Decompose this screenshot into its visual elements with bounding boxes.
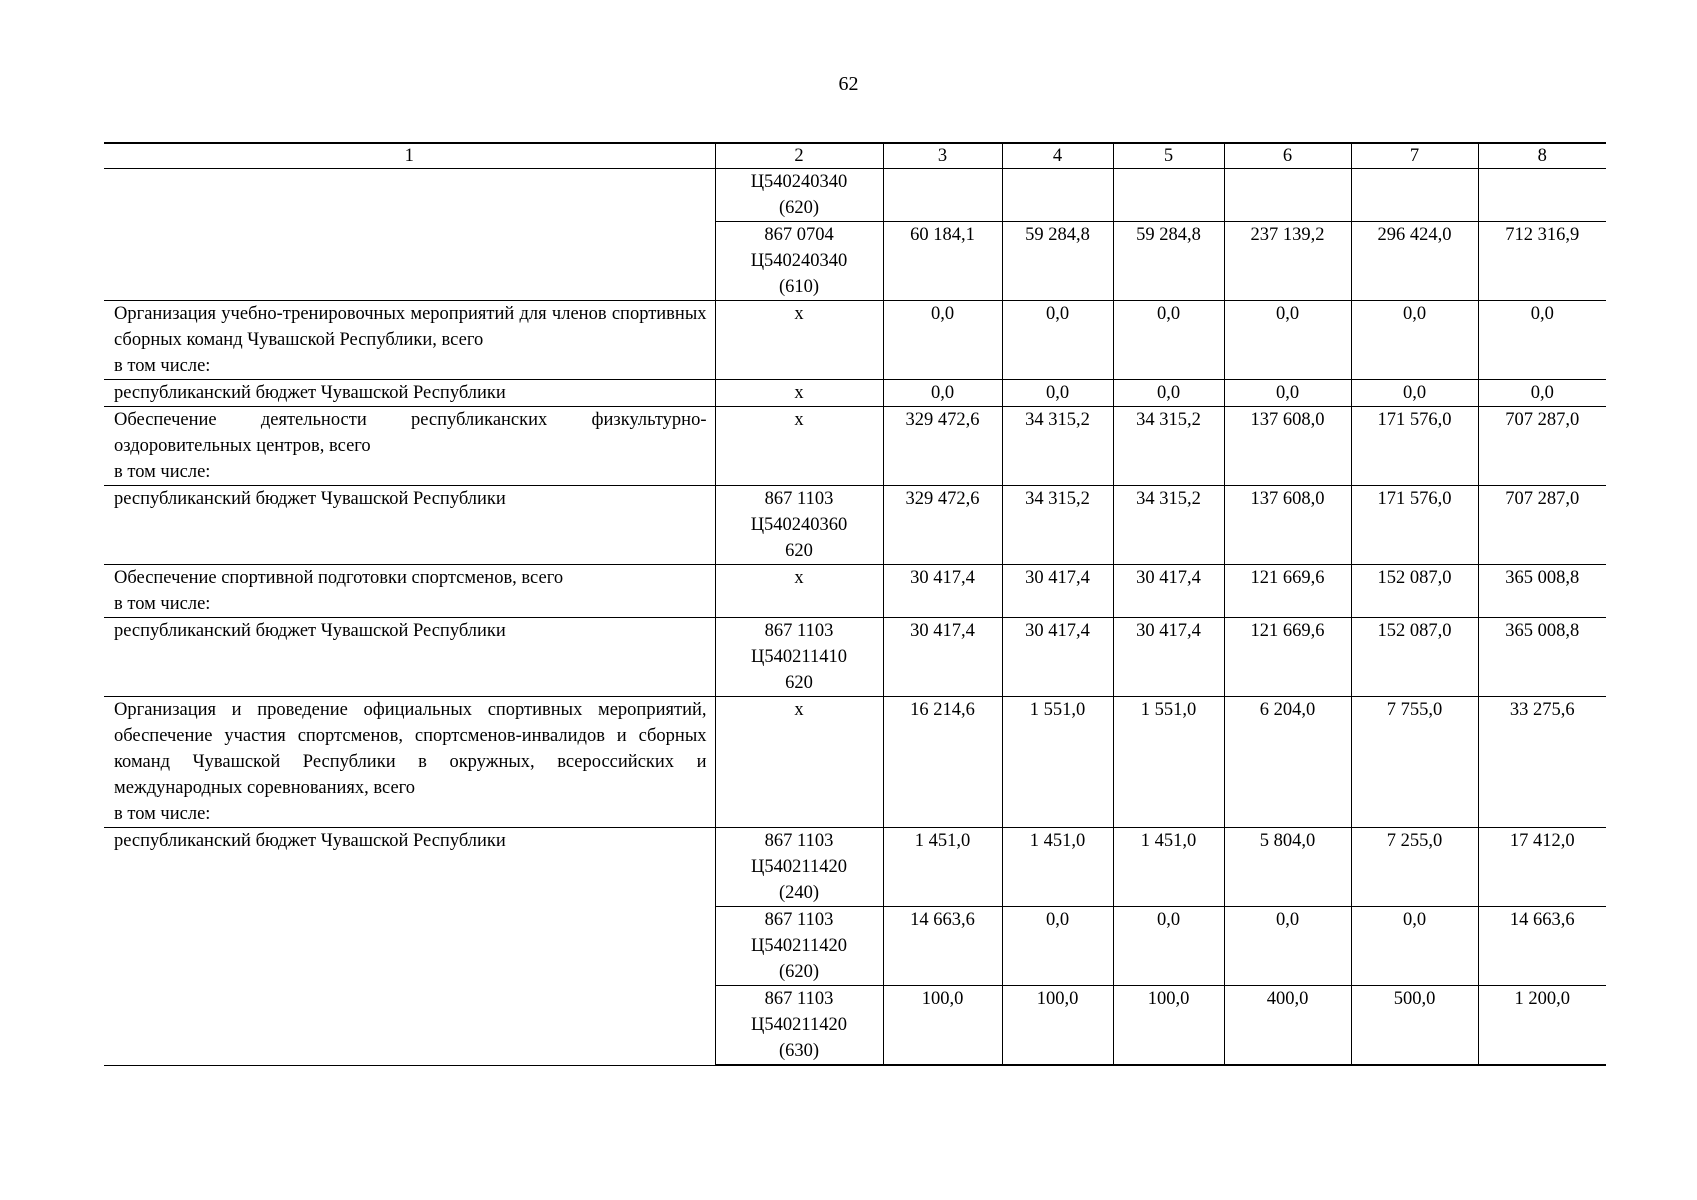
description-line: республиканский бюджет Чувашской Республики [114,489,506,509]
code-line: Ц540211420 [751,936,847,956]
amount-cell: 712 316,9 [1478,222,1606,301]
amount-cell: 152 087,0 [1351,618,1478,697]
amount-cell: 0,0 [1351,301,1478,380]
amount-cell: 1 451,0 [883,828,1002,907]
column-header: 5 [1113,143,1224,169]
row-description [104,407,715,486]
code-line: 867 0704 [764,225,834,245]
code-line: 867 1103 [764,910,834,930]
budget-code [715,828,883,907]
amount-cell: 7 755,0 [1351,697,1478,828]
amount-cell: 0,0 [1351,907,1478,986]
code-line: 620 [785,541,813,561]
amount-cell: 14 663,6 [1478,907,1606,986]
amount-cell: 30 417,4 [1113,618,1224,697]
amount-cell: 59 284,8 [1002,222,1113,301]
code-line: (610) [778,277,820,297]
budget-code [715,407,883,486]
amount-cell: 707 287,0 [1478,486,1606,565]
column-header: 2 [715,143,883,169]
code-line: Ц540211410 [751,647,847,667]
amount-cell: 0,0 [1002,301,1113,380]
amount-cell: 0,0 [1224,380,1351,407]
amount-cell: 34 315,2 [1002,407,1113,486]
budget-code [715,380,883,407]
table-row [104,169,1606,222]
amount-cell: 365 008,8 [1478,618,1606,697]
amount-cell: 100,0 [883,986,1002,1066]
amount-cell: 100,0 [1113,986,1224,1066]
description-line: Организация и проведение официальных спортивных мероприятий, обеспечение участия спортсменов, спортсменов-инвалидов и сборных команд Чувашской Республики в окружных, всероссийских и международных соревнованиях, всего [114,700,707,798]
amount-cell: 30 417,4 [883,618,1002,697]
amount-cell: 60 184,1 [883,222,1002,301]
amount-cell: 1 451,0 [1002,828,1113,907]
amount-cell: 1 451,0 [1113,828,1224,907]
amount-cell: 365 008,8 [1478,565,1606,618]
code-line: х [794,304,804,324]
amount-cell: 137 608,0 [1224,407,1351,486]
amount-cell [883,169,1002,222]
amount-cell: 0,0 [883,301,1002,380]
amount-cell: 1 551,0 [1113,697,1224,828]
code-line: (240) [778,883,820,903]
row-description [104,380,715,407]
amount-cell: 121 669,6 [1224,618,1351,697]
amount-cell: 0,0 [1224,907,1351,986]
code-line: х [794,568,804,588]
amount-cell: 237 139,2 [1224,222,1351,301]
table-row [104,565,1606,618]
amount-cell [1478,169,1606,222]
amount-cell: 6 204,0 [1224,697,1351,828]
code-line: х [794,700,804,720]
amount-cell: 14 663,6 [883,907,1002,986]
amount-cell: 500,0 [1351,986,1478,1066]
description-line: в том числе: [114,462,211,482]
code-line: 867 1103 [764,831,834,851]
code-line: 620 [785,673,813,693]
amount-cell: 30 417,4 [1113,565,1224,618]
amount-cell: 7 255,0 [1351,828,1478,907]
budget-code [715,697,883,828]
page-number: 62 [838,73,859,95]
amount-cell: 0,0 [1002,907,1113,986]
table-row [104,618,1606,697]
code-line: х [794,383,804,403]
amount-cell: 0,0 [1224,301,1351,380]
row-description [104,169,715,301]
code-line: Ц540240340 [750,251,848,271]
row-description [104,697,715,828]
amount-cell: 171 576,0 [1351,486,1478,565]
budget-code [715,486,883,565]
column-number-row [104,143,1606,169]
description-line: в том числе: [114,594,211,614]
code-line: (620) [778,962,820,982]
amount-cell: 329 472,6 [883,407,1002,486]
row-description [104,828,715,1066]
description-line: Обеспечение спортивной подготовки спортсменов, всего [114,568,564,588]
code-line: 867 1103 [764,989,834,1009]
amount-cell: 34 315,2 [1113,407,1224,486]
amount-cell: 0,0 [1113,907,1224,986]
budget-code [715,301,883,380]
code-line: (630) [778,1041,820,1061]
amount-cell [1002,169,1113,222]
amount-cell: 1 200,0 [1478,986,1606,1066]
code-line: Ц540211420 [751,857,847,877]
table-row [104,486,1606,565]
table-row [104,407,1606,486]
amount-cell: 0,0 [1351,380,1478,407]
description-line: в том числе: [114,356,211,376]
amount-cell: 100,0 [1002,986,1113,1066]
amount-cell: 16 214,6 [883,697,1002,828]
budget-code [715,618,883,697]
row-description [104,618,715,697]
description-line: в том числе: [114,804,211,824]
row-description [104,486,715,565]
table-row [104,828,1606,907]
amount-cell: 137 608,0 [1224,486,1351,565]
code-line: (620) [778,198,820,218]
description-line: республиканский бюджет Чувашской Республики [114,621,506,641]
amount-cell: 400,0 [1224,986,1351,1066]
budget-code [715,907,883,986]
amount-cell: 34 315,2 [1002,486,1113,565]
code-line: 867 1103 [764,621,834,641]
code-line: Ц540211420 [751,1015,847,1035]
code-line: х [794,410,804,430]
description-line: Организация учебно-тренировочных мероприятий для членов спортивных сборных команд Чувашской Республики, всего [114,304,707,350]
amount-cell: 34 315,2 [1113,486,1224,565]
amount-cell: 0,0 [1478,380,1606,407]
amount-cell: 0,0 [1002,380,1113,407]
amount-cell: 707 287,0 [1478,407,1606,486]
code-line: 867 1103 [764,489,834,509]
column-header: 4 [1002,143,1113,169]
description-line: Обеспечение деятельности республиканских физкультурно-оздоровительных центров, всего [114,410,707,456]
amount-cell: 121 669,6 [1224,565,1351,618]
amount-cell: 152 087,0 [1351,565,1478,618]
amount-cell: 0,0 [1478,301,1606,380]
amount-cell: 33 275,6 [1478,697,1606,828]
table-row [104,697,1606,828]
amount-cell [1224,169,1351,222]
column-header: 3 [883,143,1002,169]
amount-cell: 59 284,8 [1113,222,1224,301]
amount-cell: 17 412,0 [1478,828,1606,907]
amount-cell: 171 576,0 [1351,407,1478,486]
table-row [104,380,1606,407]
row-description [104,565,715,618]
amount-cell: 1 551,0 [1002,697,1113,828]
amount-cell: 329 472,6 [883,486,1002,565]
amount-cell: 30 417,4 [1002,565,1113,618]
amount-cell: 0,0 [1113,301,1224,380]
column-header: 1 [104,143,715,169]
budget-code [715,986,883,1066]
description-line: республиканский бюджет Чувашской Республики [114,383,506,403]
amount-cell: 30 417,4 [1002,618,1113,697]
description-line: республиканский бюджет Чувашской Республики [114,831,506,851]
amount-cell: 296 424,0 [1351,222,1478,301]
column-header: 7 [1351,143,1478,169]
row-description [104,301,715,380]
budget-code [715,169,883,222]
code-line: Ц540240360 [750,515,848,535]
amount-cell: 0,0 [883,380,1002,407]
amount-cell [1351,169,1478,222]
budget-code [715,222,883,301]
code-line: Ц540240340 [750,172,848,192]
column-header: 8 [1478,143,1606,169]
amount-cell: 30 417,4 [883,565,1002,618]
table-row [104,301,1606,380]
column-header: 6 [1224,143,1351,169]
budget-table [104,142,1606,1066]
budget-code [715,565,883,618]
amount-cell: 5 804,0 [1224,828,1351,907]
amount-cell: 0,0 [1113,380,1224,407]
amount-cell [1113,169,1224,222]
